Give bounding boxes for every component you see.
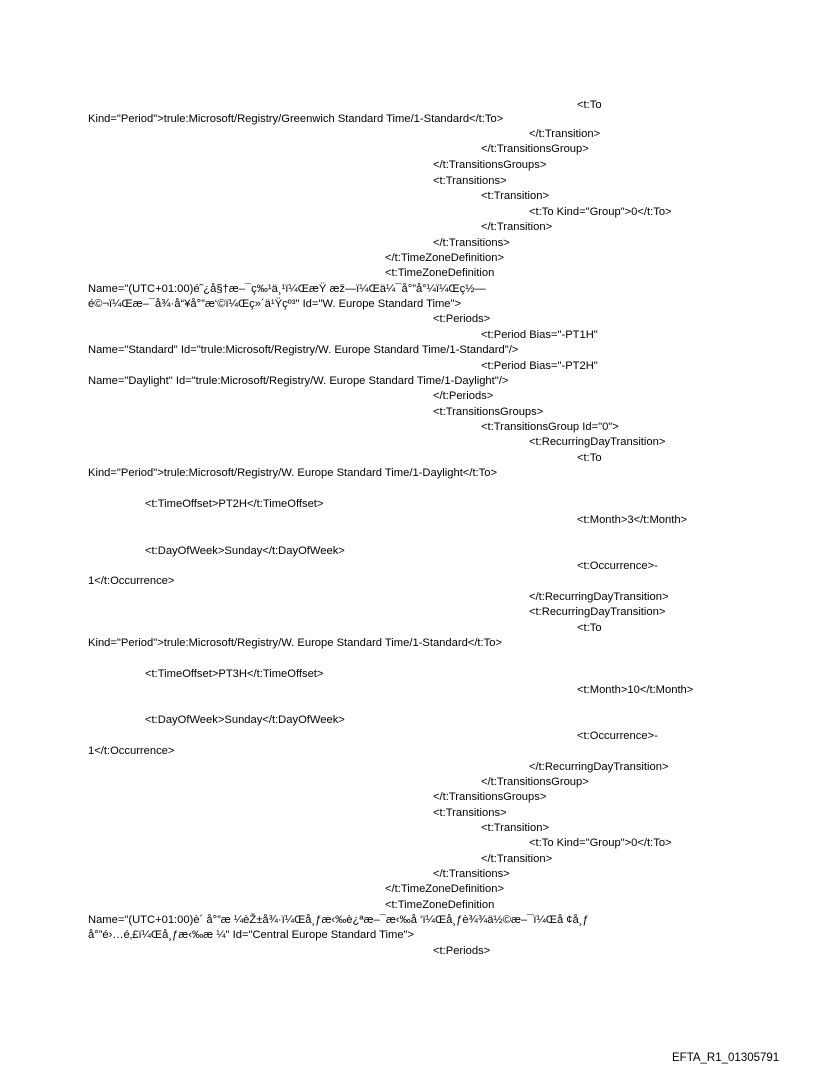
text-line: <t:Transitions> (433, 175, 507, 187)
text-line: Name="Standard" Id="trule:Microsoft/Registry/W. Europe Standard Time/1-Standard"/> (88, 344, 519, 356)
text-line: <t:Occurrence>- (577, 730, 658, 742)
text-line: <t:To Kind="Group">0</t:To> (529, 206, 672, 218)
text-line: </t:TransitionsGroups> (433, 791, 547, 803)
text-line: Kind="Period">trule:Microsoft/Registry/Greenwich Standard Time/1-Standard</t:To> (88, 113, 504, 125)
text-line: Kind="Period">trule:Microsoft/Registry/W. Europe Standard Time/1-Daylight</t:To> (88, 467, 498, 479)
text-line: <t:To (577, 452, 602, 464)
text-line: <t:Occurrence>- (577, 560, 658, 572)
text-line: <t:TimeOffset>PT2H</t:TimeOffset> (145, 498, 324, 510)
text-line: </t:TimeZoneDefinition> (385, 883, 504, 895)
text-line: </t:TransitionsGroup> (481, 143, 589, 155)
document-id-footer: EFTA_R1_01305791 (672, 1052, 780, 1064)
text-line: <t:TransitionsGroups> (433, 406, 544, 418)
text-line: <t:To Kind="Group">0</t:To> (529, 837, 672, 849)
text-line: <t:Month>3</t:Month> (577, 514, 688, 526)
text-line: Kind="Period">trule:Microsoft/Registry/W. Europe Standard Time/1-Standard</t:To> (88, 637, 503, 649)
text-line: <t:TimeZoneDefinition (385, 267, 495, 279)
text-line: </t:TimeZoneDefinition> (385, 252, 504, 264)
text-line: Name="(UTC+01:00)è´ å°”æ ¼èŽ±å¾·ï¼Œå¸ƒæ‹‰è¿ªæ–¯æ‹‰å ‘ï¼Œå¸ƒè¾¾ä½©æ–¯ï¼Œå ¢å¸ƒ (88, 914, 589, 926)
text-line: </t:TransitionsGroup> (481, 776, 589, 788)
text-line: <t:Transition> (481, 190, 549, 202)
text-line: å°”é›…é‚£ï¼Œå¸ƒæ‹‰æ ¼" Id="Central Europe Standard Time"> (88, 929, 415, 941)
text-line: <t:DayOfWeek>Sunday</t:DayOfWeek> (145, 714, 345, 726)
text-line: <t:Periods> (433, 945, 491, 957)
text-line: </t:Transition> (481, 853, 553, 865)
text-line: 1</t:Occurrence> (88, 745, 175, 757)
text-line: <t:To (577, 99, 602, 111)
text-line: Name="Daylight" Id="trule:Microsoft/Registry/W. Europe Standard Time/1-Daylight"/> (88, 375, 509, 387)
text-line: <t:Month>10</t:Month> (577, 684, 694, 696)
text-line: <t:DayOfWeek>Sunday</t:DayOfWeek> (145, 545, 345, 557)
text-line: <t:Transitions> (433, 807, 507, 819)
text-line: </t:RecurringDayTransition> (529, 591, 669, 603)
text-line: <t:RecurringDayTransition> (529, 436, 666, 448)
text-line: <t:TimeZoneDefinition (385, 899, 495, 911)
text-line: <t:To (577, 622, 602, 634)
text-line: <t:RecurringDayTransition> (529, 606, 666, 618)
text-line: <t:TimeOffset>PT3H</t:TimeOffset> (145, 668, 324, 680)
text-line: </t:Transition> (481, 221, 553, 233)
text-line: 1</t:Occurrence> (88, 575, 175, 587)
text-line: <t:Period Bias="-PT1H" (481, 329, 598, 341)
text-line: Name="(UTC+01:00)é˜¿å§†æ–¯ç‰¹ä¸¹ï¼ŒæŸ æž—ï¼Œä¼¯å°”å°¼ï¼Œç½— (88, 283, 486, 295)
text-line: <t:Transition> (481, 822, 549, 834)
text-line: </t:Transitions> (433, 868, 510, 880)
text-line: </t:Transition> (529, 128, 601, 140)
text-line: </t:TransitionsGroups> (433, 159, 547, 171)
text-line: <t:Period Bias="-PT2H" (481, 360, 598, 372)
text-line: <t:Periods> (433, 313, 491, 325)
text-line: </t:Periods> (433, 390, 494, 402)
text-line: </t:RecurringDayTransition> (529, 761, 669, 773)
text-line: </t:Transitions> (433, 237, 510, 249)
text-line: é©¬ï¼Œæ–¯å¾·å“¥å°”æ‘©ï¼Œç»´ä¹Ÿçº³" Id="W. Europe Standard Time"> (88, 298, 462, 310)
text-line: <t:TransitionsGroup Id="0"> (481, 421, 619, 433)
